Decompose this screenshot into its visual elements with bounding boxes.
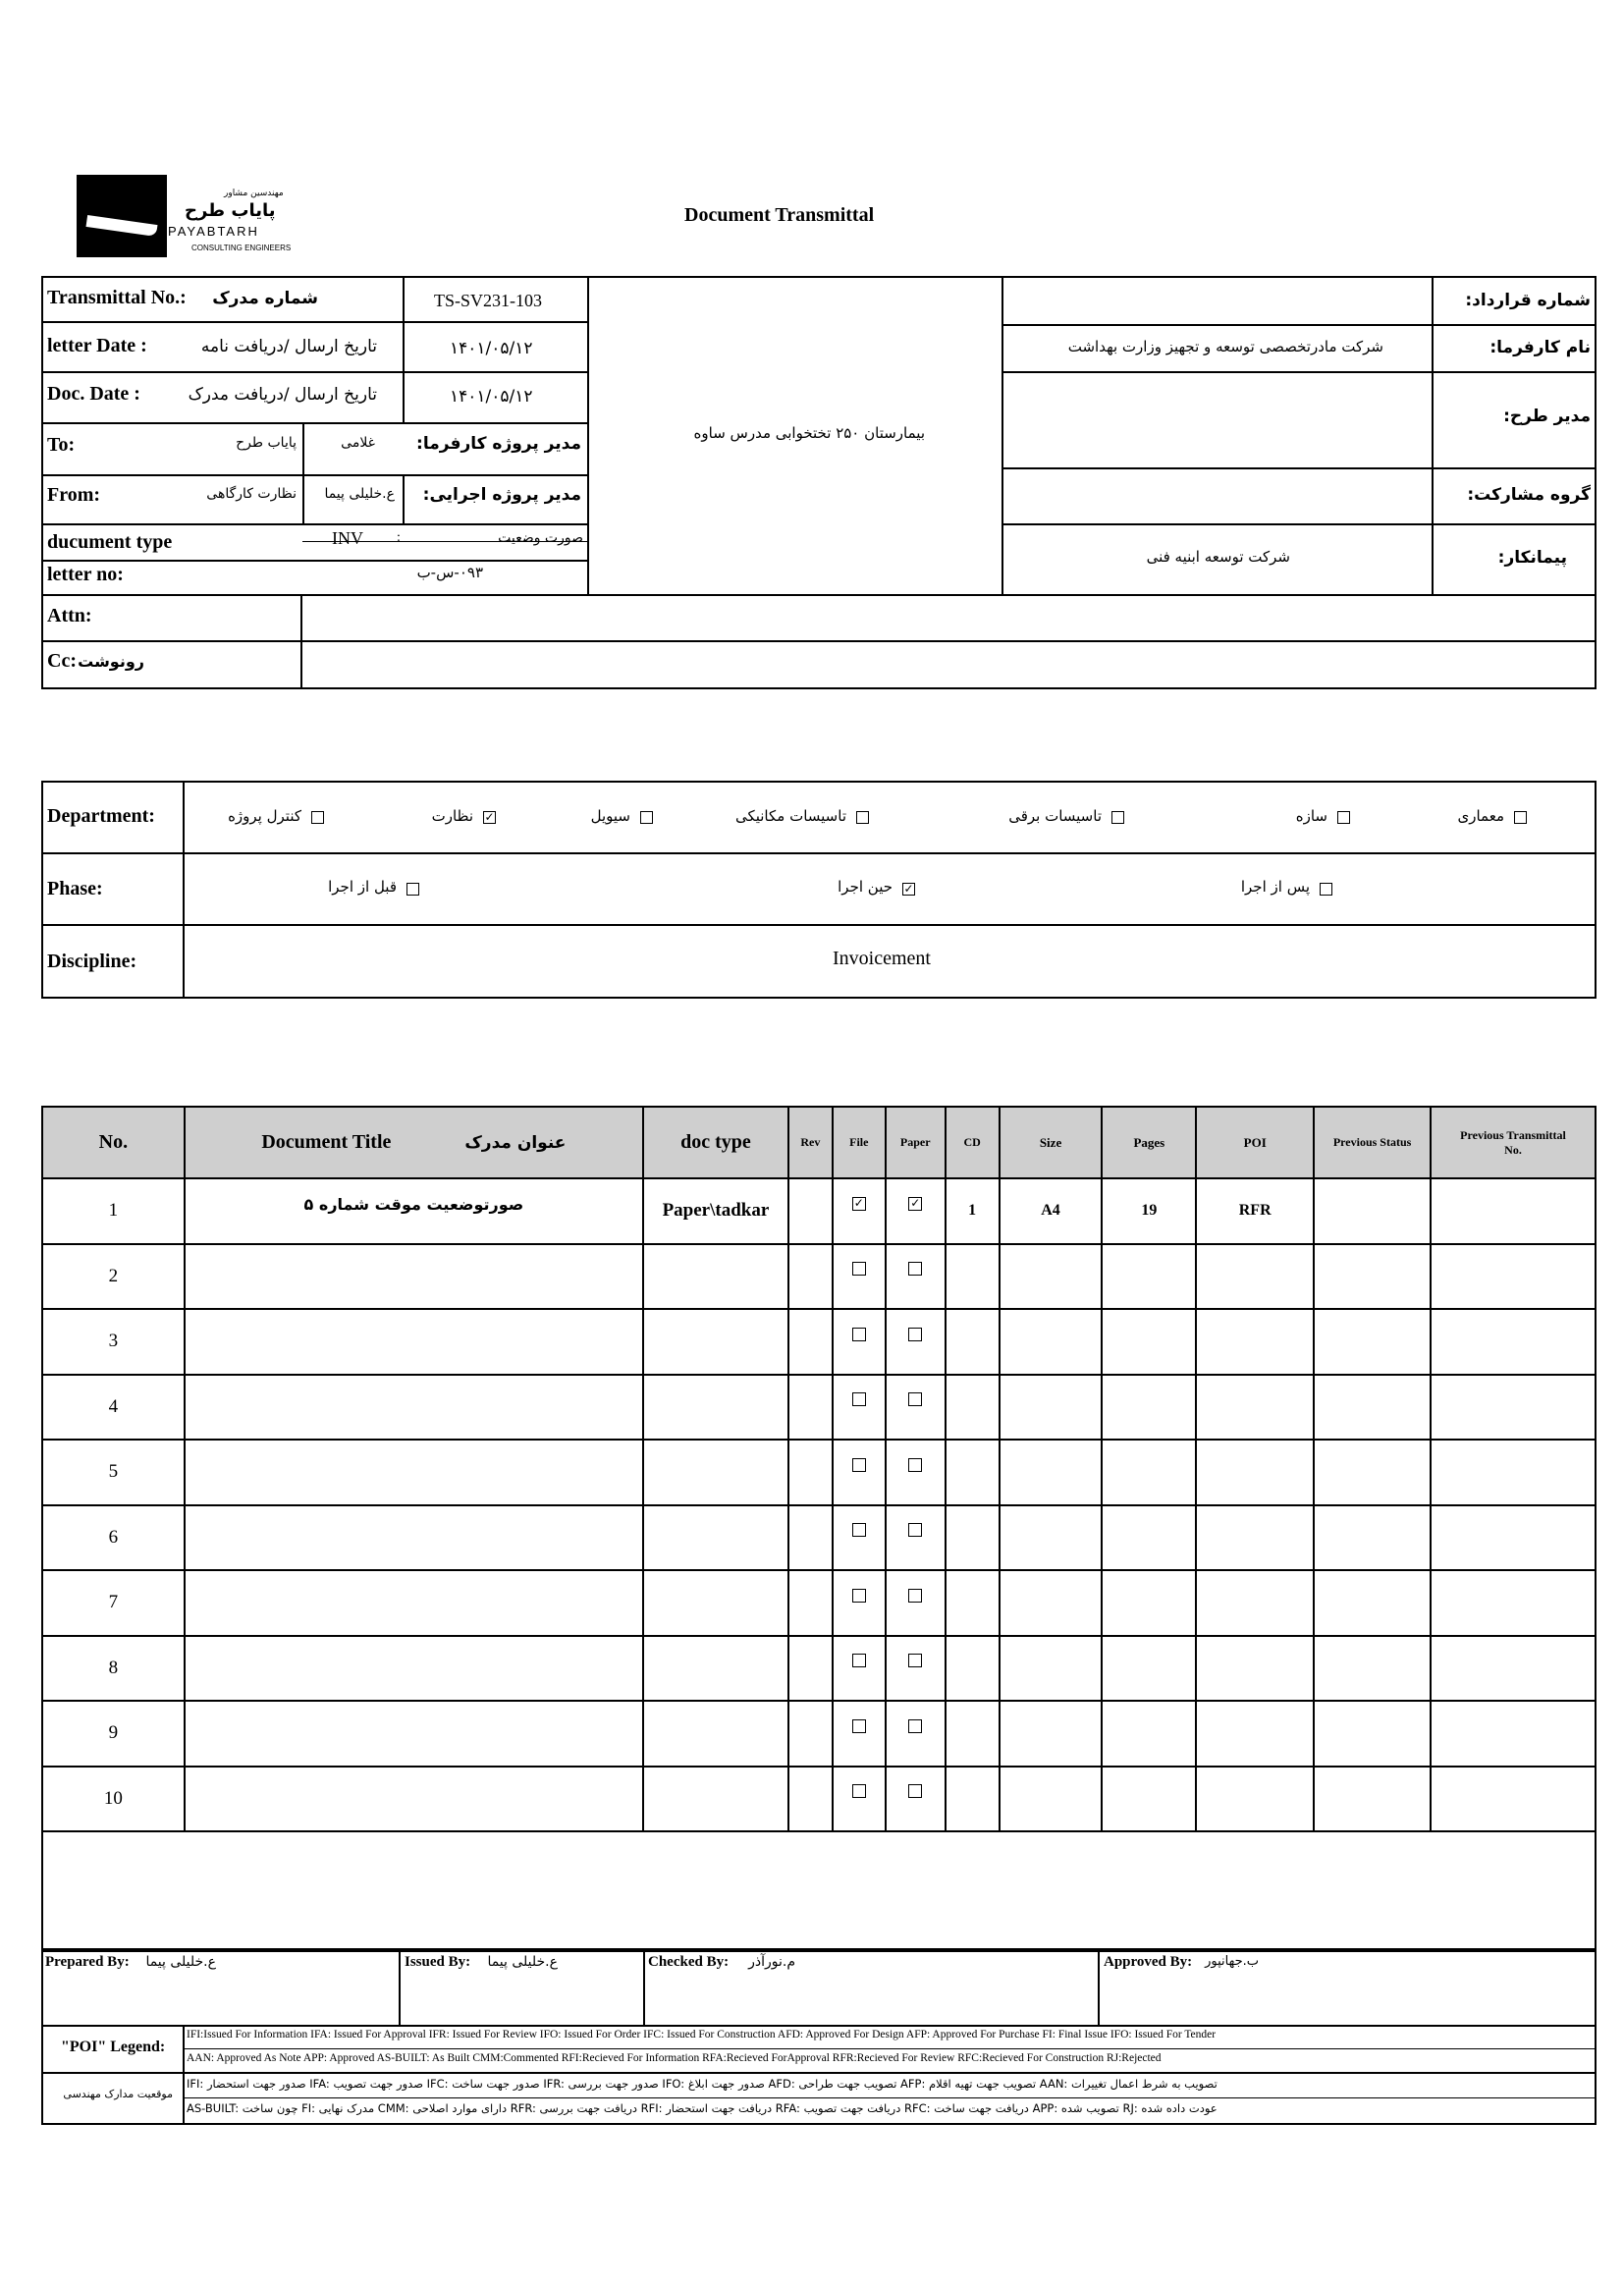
prepared-by-label: Prepared By: bbox=[45, 1954, 130, 1970]
discipline-label: Discipline: bbox=[47, 951, 137, 972]
header-title-en: Document Title bbox=[261, 1131, 392, 1153]
department-checkbox-1[interactable] bbox=[1337, 811, 1350, 824]
department-checkbox-5[interactable]: ✓ bbox=[484, 810, 495, 824]
row-prev-transmittal bbox=[1431, 1309, 1596, 1375]
checked-by-value: م.نورآذر bbox=[748, 1954, 795, 1970]
signatures-block bbox=[41, 1950, 1597, 2027]
to-fa-label: مدیر پروژه کارفرما: bbox=[416, 434, 581, 454]
row-poi bbox=[1196, 1701, 1314, 1767]
row-prev-transmittal bbox=[1431, 1244, 1596, 1310]
row-paper bbox=[886, 1309, 946, 1375]
logo-mark bbox=[77, 175, 167, 257]
row-prev-status bbox=[1314, 1375, 1431, 1441]
letter-date-fa: تاریخ ارسال /دریافت نامه bbox=[200, 337, 377, 356]
approved-by-label: Approved By: bbox=[1104, 1954, 1193, 1970]
issued-by-value: ع.خلیلی پیما bbox=[487, 1954, 558, 1970]
paper-checkbox[interactable] bbox=[908, 1392, 922, 1406]
partnership-label: گروه مشارکت: bbox=[1467, 485, 1591, 505]
table-row bbox=[42, 1505, 1596, 1571]
row-rev bbox=[788, 1767, 833, 1832]
phase-checkbox-0[interactable] bbox=[1320, 883, 1332, 896]
row-rev bbox=[788, 1505, 833, 1571]
table-row bbox=[42, 1701, 1596, 1767]
row-no: 6 bbox=[42, 1505, 185, 1571]
doc-type-colon: : bbox=[397, 530, 401, 545]
from-label: From: bbox=[47, 484, 101, 506]
row-cd bbox=[946, 1440, 1000, 1505]
header-size: Size bbox=[1000, 1107, 1103, 1178]
row-poi bbox=[1196, 1636, 1314, 1702]
row-paper bbox=[886, 1244, 946, 1310]
row-cd bbox=[946, 1309, 1000, 1375]
phase-option-label: حین اجرا bbox=[838, 878, 893, 896]
row-prev-transmittal bbox=[1431, 1178, 1596, 1244]
row-prev-transmittal bbox=[1431, 1440, 1596, 1505]
paper-checkbox[interactable] bbox=[908, 1654, 922, 1667]
table-row bbox=[42, 1767, 1596, 1832]
transmittal-no-label: Transmittal No.: bbox=[47, 287, 187, 308]
row-file bbox=[833, 1309, 886, 1375]
row-title bbox=[185, 1244, 643, 1310]
row-doc-type bbox=[643, 1309, 788, 1375]
row-poi: RFR bbox=[1196, 1178, 1314, 1244]
row-paper bbox=[886, 1505, 946, 1571]
row-doc-type bbox=[643, 1570, 788, 1636]
row-no: 10 bbox=[42, 1767, 185, 1832]
header-title-fa: عنوان مدرک bbox=[464, 1133, 567, 1153]
row-title bbox=[185, 1309, 643, 1375]
attn-label: Attn: bbox=[47, 605, 92, 626]
table-row bbox=[42, 1244, 1596, 1310]
row-prev-status bbox=[1314, 1505, 1431, 1571]
phase-option-label: قبل از اجرا bbox=[328, 878, 397, 896]
prepared-by-value: ع.خلیلی پیما bbox=[145, 1954, 216, 1970]
header-poi: POI bbox=[1196, 1107, 1314, 1178]
header-file: File bbox=[833, 1107, 886, 1178]
row-cd bbox=[946, 1505, 1000, 1571]
to-label: To: bbox=[47, 434, 76, 456]
table-row bbox=[42, 1375, 1596, 1441]
contract-no-label: شماره قرارداد: bbox=[1465, 291, 1591, 310]
department-checkbox-4[interactable] bbox=[640, 811, 653, 824]
row-prev-status bbox=[1314, 1767, 1431, 1832]
header-doc-type: doc type bbox=[643, 1107, 788, 1178]
row-pages bbox=[1102, 1309, 1196, 1375]
file-checkbox[interactable] bbox=[852, 1654, 866, 1667]
table-row bbox=[42, 1178, 1596, 1244]
department-checkbox-3[interactable] bbox=[856, 811, 869, 824]
row-pages: 19 bbox=[1102, 1178, 1196, 1244]
row-rev bbox=[788, 1244, 833, 1310]
logo-en-sub: CONSULTING ENGINEERS bbox=[191, 244, 292, 252]
table-row bbox=[42, 1570, 1596, 1636]
header-prev-transmittal: Previous Transmittal No. bbox=[1431, 1107, 1596, 1178]
row-rev bbox=[788, 1440, 833, 1505]
table-header-row bbox=[42, 1107, 1596, 1178]
header-paper: Paper bbox=[886, 1107, 946, 1178]
department-label: Department: bbox=[47, 805, 155, 827]
row-no: 4 bbox=[42, 1375, 185, 1441]
row-cd bbox=[946, 1767, 1000, 1832]
file-checkbox[interactable] bbox=[852, 1719, 866, 1733]
header-no: No. bbox=[42, 1107, 185, 1178]
row-file bbox=[833, 1375, 886, 1441]
contractor-value: شرکت توسعه ابنیه فنی bbox=[1146, 548, 1290, 566]
row-title bbox=[185, 1636, 643, 1702]
paper-checkbox[interactable] bbox=[908, 1784, 922, 1798]
row-title bbox=[185, 1505, 643, 1571]
row-no: 5 bbox=[42, 1440, 185, 1505]
paper-checkbox[interactable] bbox=[908, 1328, 922, 1341]
row-file bbox=[833, 1178, 886, 1244]
row-pages bbox=[1102, 1244, 1196, 1310]
row-file bbox=[833, 1440, 886, 1505]
department-option-label: تاسیسات مکانیکی bbox=[734, 807, 846, 825]
department-option-label: نظارت bbox=[431, 807, 473, 825]
transmittal-no-value: TS-SV231-103 bbox=[434, 291, 543, 310]
letter-date-value: ۱۴۰۱/۰۵/۱۲ bbox=[450, 339, 533, 358]
row-no: 2 bbox=[42, 1244, 185, 1310]
header-title bbox=[185, 1107, 643, 1178]
file-checkbox[interactable] bbox=[852, 1589, 866, 1603]
paper-checkbox[interactable]: ✓ bbox=[910, 1195, 921, 1210]
table-notes-row bbox=[42, 1831, 1596, 1949]
row-doc-type bbox=[643, 1636, 788, 1702]
file-checkbox[interactable] bbox=[852, 1328, 866, 1341]
department-checkbox-6[interactable] bbox=[311, 811, 324, 824]
row-doc-type bbox=[643, 1375, 788, 1441]
phase-label: Phase: bbox=[47, 878, 103, 899]
table-row bbox=[42, 1440, 1596, 1505]
phase-option-label: پس از اجرا bbox=[1240, 878, 1310, 896]
design-manager-label: مدیر طرح: bbox=[1503, 407, 1591, 426]
row-title bbox=[185, 1570, 643, 1636]
row-no: 8 bbox=[42, 1636, 185, 1702]
row-no: 7 bbox=[42, 1570, 185, 1636]
row-poi bbox=[1196, 1505, 1314, 1571]
client-label: نام کارفرما: bbox=[1489, 338, 1591, 357]
row-size bbox=[1000, 1244, 1103, 1310]
header-cd: CD bbox=[946, 1107, 1000, 1178]
from-value: نظارت کارگاهی bbox=[206, 486, 297, 502]
from-fa-label: مدیر پروژه اجرایی: bbox=[422, 485, 581, 505]
department-option-label: معماری bbox=[1457, 807, 1504, 825]
project-name: بیمارستان ۲۵۰ تختخوابی مدرس ساوه bbox=[693, 424, 925, 442]
row-pages bbox=[1102, 1570, 1196, 1636]
row-size bbox=[1000, 1701, 1103, 1767]
transmittal-no-fa: شماره مدرک bbox=[212, 289, 318, 308]
row-prev-transmittal bbox=[1431, 1767, 1596, 1832]
row-size bbox=[1000, 1309, 1103, 1375]
row-doc-type bbox=[643, 1767, 788, 1832]
row-prev-transmittal bbox=[1431, 1570, 1596, 1636]
department-checkbox-2[interactable] bbox=[1111, 811, 1124, 824]
row-size: A4 bbox=[1000, 1178, 1103, 1244]
file-checkbox[interactable] bbox=[852, 1523, 866, 1537]
row-no: 9 bbox=[42, 1701, 185, 1767]
doc-date-label: Doc. Date : bbox=[47, 383, 140, 405]
poi-legend-label: "POI" Legend: bbox=[61, 2039, 166, 2055]
paper-checkbox[interactable] bbox=[908, 1262, 922, 1276]
row-paper bbox=[886, 1440, 946, 1505]
document-table bbox=[41, 1106, 1597, 1950]
row-pages bbox=[1102, 1636, 1196, 1702]
department-option-label: کنترل پروژه bbox=[228, 807, 301, 825]
doc-type-label: ducument type bbox=[47, 531, 173, 553]
row-cd bbox=[946, 1244, 1000, 1310]
status-legend-label: موقعیت مدارک مهندسی bbox=[63, 2088, 173, 2100]
contractor-label: پیمانکار: bbox=[1497, 548, 1567, 568]
row-poi bbox=[1196, 1244, 1314, 1310]
row-cd bbox=[946, 1570, 1000, 1636]
doc-date-value: ۱۴۰۱/۰۵/۱۲ bbox=[450, 387, 533, 407]
row-paper bbox=[886, 1767, 946, 1832]
row-size bbox=[1000, 1767, 1103, 1832]
row-cd bbox=[946, 1701, 1000, 1767]
to-person: غلامی bbox=[341, 435, 375, 451]
company-logo bbox=[77, 175, 295, 257]
logo-en-name: PAYABTARH bbox=[168, 224, 259, 239]
department-option-label: تاسیسات برقی bbox=[1008, 807, 1102, 825]
row-doc-type: Paper\tadkar bbox=[643, 1178, 788, 1244]
row-doc-type bbox=[643, 1440, 788, 1505]
row-prev-transmittal bbox=[1431, 1375, 1596, 1441]
table-row bbox=[42, 1636, 1596, 1702]
row-rev bbox=[788, 1701, 833, 1767]
file-checkbox[interactable] bbox=[852, 1392, 866, 1406]
row-prev-transmittal bbox=[1431, 1505, 1596, 1571]
row-prev-status bbox=[1314, 1636, 1431, 1702]
row-paper bbox=[886, 1570, 946, 1636]
row-poi bbox=[1196, 1309, 1314, 1375]
logo-fa-name: پایاب طرح bbox=[185, 200, 276, 221]
paper-checkbox[interactable] bbox=[908, 1523, 922, 1537]
cc-label: Cc: bbox=[47, 650, 77, 672]
letter-no-value: ۰۹۳-س-ب bbox=[416, 564, 483, 581]
row-prev-status bbox=[1314, 1309, 1431, 1375]
row-file bbox=[833, 1636, 886, 1702]
file-checkbox[interactable] bbox=[852, 1262, 866, 1276]
row-title bbox=[185, 1767, 643, 1832]
discipline-value: Invoicement bbox=[833, 948, 931, 969]
doc-date-fa: تاریخ ارسال /دریافت مدرک bbox=[188, 385, 377, 405]
row-pages bbox=[1102, 1701, 1196, 1767]
header-pages: Pages bbox=[1102, 1107, 1196, 1178]
client-value: شرکت مادرتخصصی توسعه و تجهیز وزارت بهداشت bbox=[1067, 338, 1383, 355]
row-cd: 1 bbox=[946, 1178, 1000, 1244]
row-pages bbox=[1102, 1767, 1196, 1832]
phase-checkbox-2[interactable] bbox=[406, 883, 419, 896]
paper-checkbox[interactable] bbox=[908, 1589, 922, 1603]
row-prev-status bbox=[1314, 1178, 1431, 1244]
legend-line-2: AAN: Approved As Note APP: Approved AS-BUILT: As Built CMM:Commented RFI:Recieved For Information RFA:Recieved ForApproval RFR:Recieved For Review RFC:Recieved For Construction RJ:Rejected bbox=[187, 2052, 1162, 2064]
row-file bbox=[833, 1244, 886, 1310]
row-rev bbox=[788, 1570, 833, 1636]
department-checkbox-0[interactable] bbox=[1514, 811, 1527, 824]
row-poi bbox=[1196, 1375, 1314, 1441]
row-title bbox=[185, 1701, 643, 1767]
row-rev bbox=[788, 1178, 833, 1244]
row-cd bbox=[946, 1636, 1000, 1702]
row-size bbox=[1000, 1440, 1103, 1505]
row-file bbox=[833, 1767, 886, 1832]
legend-line-4: AS-BUILT: چون ساخت FI: مدرک نهایی CMM: دارای موارد اصلاحی RFR: دریافت جهت بررسی RFI: دریافت جهت استحضار RFA: دریافت جهت تصویب RFC: دریافت جهت ساخت APP: تصویب شده RJ: عودت داده شده bbox=[187, 2101, 1218, 2115]
row-paper bbox=[886, 1178, 946, 1244]
row-size bbox=[1000, 1375, 1103, 1441]
file-checkbox[interactable]: ✓ bbox=[853, 1195, 864, 1210]
cc-fa: رونوشت bbox=[78, 652, 144, 671]
row-prev-transmittal bbox=[1431, 1636, 1596, 1702]
row-file bbox=[833, 1570, 886, 1636]
row-no: 3 bbox=[42, 1309, 185, 1375]
row-rev bbox=[788, 1375, 833, 1441]
checked-by-label: Checked By: bbox=[648, 1954, 730, 1970]
logo-fa-top: مهندسین مشاور bbox=[224, 189, 284, 198]
from-person: ع.خلیلی پیما bbox=[324, 486, 395, 502]
row-file bbox=[833, 1505, 886, 1571]
header-rev: Rev bbox=[788, 1107, 833, 1178]
row-title bbox=[185, 1440, 643, 1505]
row-poi bbox=[1196, 1570, 1314, 1636]
row-pages bbox=[1102, 1375, 1196, 1441]
row-title bbox=[185, 1375, 643, 1441]
department-option-label: سیویل bbox=[590, 807, 630, 825]
row-paper bbox=[886, 1375, 946, 1441]
row-doc-type bbox=[643, 1701, 788, 1767]
letter-no-label: letter no: bbox=[47, 564, 124, 585]
row-doc-type bbox=[643, 1505, 788, 1571]
to-value: پایاب طرح bbox=[236, 435, 297, 451]
file-checkbox[interactable] bbox=[852, 1784, 866, 1798]
row-prev-transmittal bbox=[1431, 1701, 1596, 1767]
doc-type-fa: صورت وضعیت bbox=[498, 530, 583, 546]
row-poi bbox=[1196, 1440, 1314, 1505]
legend-line-3: IFI: صدور جهت استحضار IFA: صدور جهت تصویب IFC: صدور جهت ساخت IFR: صدور جهت بررسی IFO: صدور جهت ابلاغ AFD: تصویب جهت طراحی AFP: تصویب جهت تهیه اقلام AAN: تصویب به شرط اعمال تغییرات bbox=[187, 2077, 1218, 2091]
header-prev-status: Previous Status bbox=[1314, 1107, 1431, 1178]
file-checkbox[interactable] bbox=[852, 1458, 866, 1472]
row-pages bbox=[1102, 1505, 1196, 1571]
row-rev bbox=[788, 1309, 833, 1375]
paper-checkbox[interactable] bbox=[908, 1719, 922, 1733]
row-prev-status bbox=[1314, 1570, 1431, 1636]
paper-checkbox[interactable] bbox=[908, 1458, 922, 1472]
row-poi bbox=[1196, 1767, 1314, 1832]
page-title: Document Transmittal bbox=[684, 204, 875, 226]
doc-type-code: INV bbox=[332, 528, 363, 548]
row-doc-type bbox=[643, 1244, 788, 1310]
row-no: 1 bbox=[42, 1178, 185, 1244]
row-paper bbox=[886, 1636, 946, 1702]
row-title: صورتوضعیت موقت شماره ۵ bbox=[185, 1178, 643, 1244]
row-pages bbox=[1102, 1440, 1196, 1505]
row-cd bbox=[946, 1375, 1000, 1441]
row-prev-status bbox=[1314, 1440, 1431, 1505]
row-file bbox=[833, 1701, 886, 1767]
row-size bbox=[1000, 1636, 1103, 1702]
row-size bbox=[1000, 1570, 1103, 1636]
approved-by-value: ب.جهانپور bbox=[1205, 1954, 1259, 1969]
row-prev-status bbox=[1314, 1701, 1431, 1767]
row-paper bbox=[886, 1701, 946, 1767]
table-row bbox=[42, 1309, 1596, 1375]
letter-date-label: letter Date : bbox=[47, 335, 147, 356]
row-size bbox=[1000, 1505, 1103, 1571]
department-option-label: سازه bbox=[1295, 807, 1327, 825]
row-prev-status bbox=[1314, 1244, 1431, 1310]
legend-line-1: IFI:Issued For Information IFA: Issued For Approval IFR: Issued For Review IFO: Issued For Order IFC: Issued For Construction AFD: Approved For Design AFP: Approved For Purchase FI: Final Issue IFO: Issued For Tender bbox=[187, 2029, 1217, 2040]
issued-by-label: Issued By: bbox=[405, 1954, 471, 1970]
phase-checkbox-1[interactable]: ✓ bbox=[903, 882, 914, 896]
row-rev bbox=[788, 1636, 833, 1702]
